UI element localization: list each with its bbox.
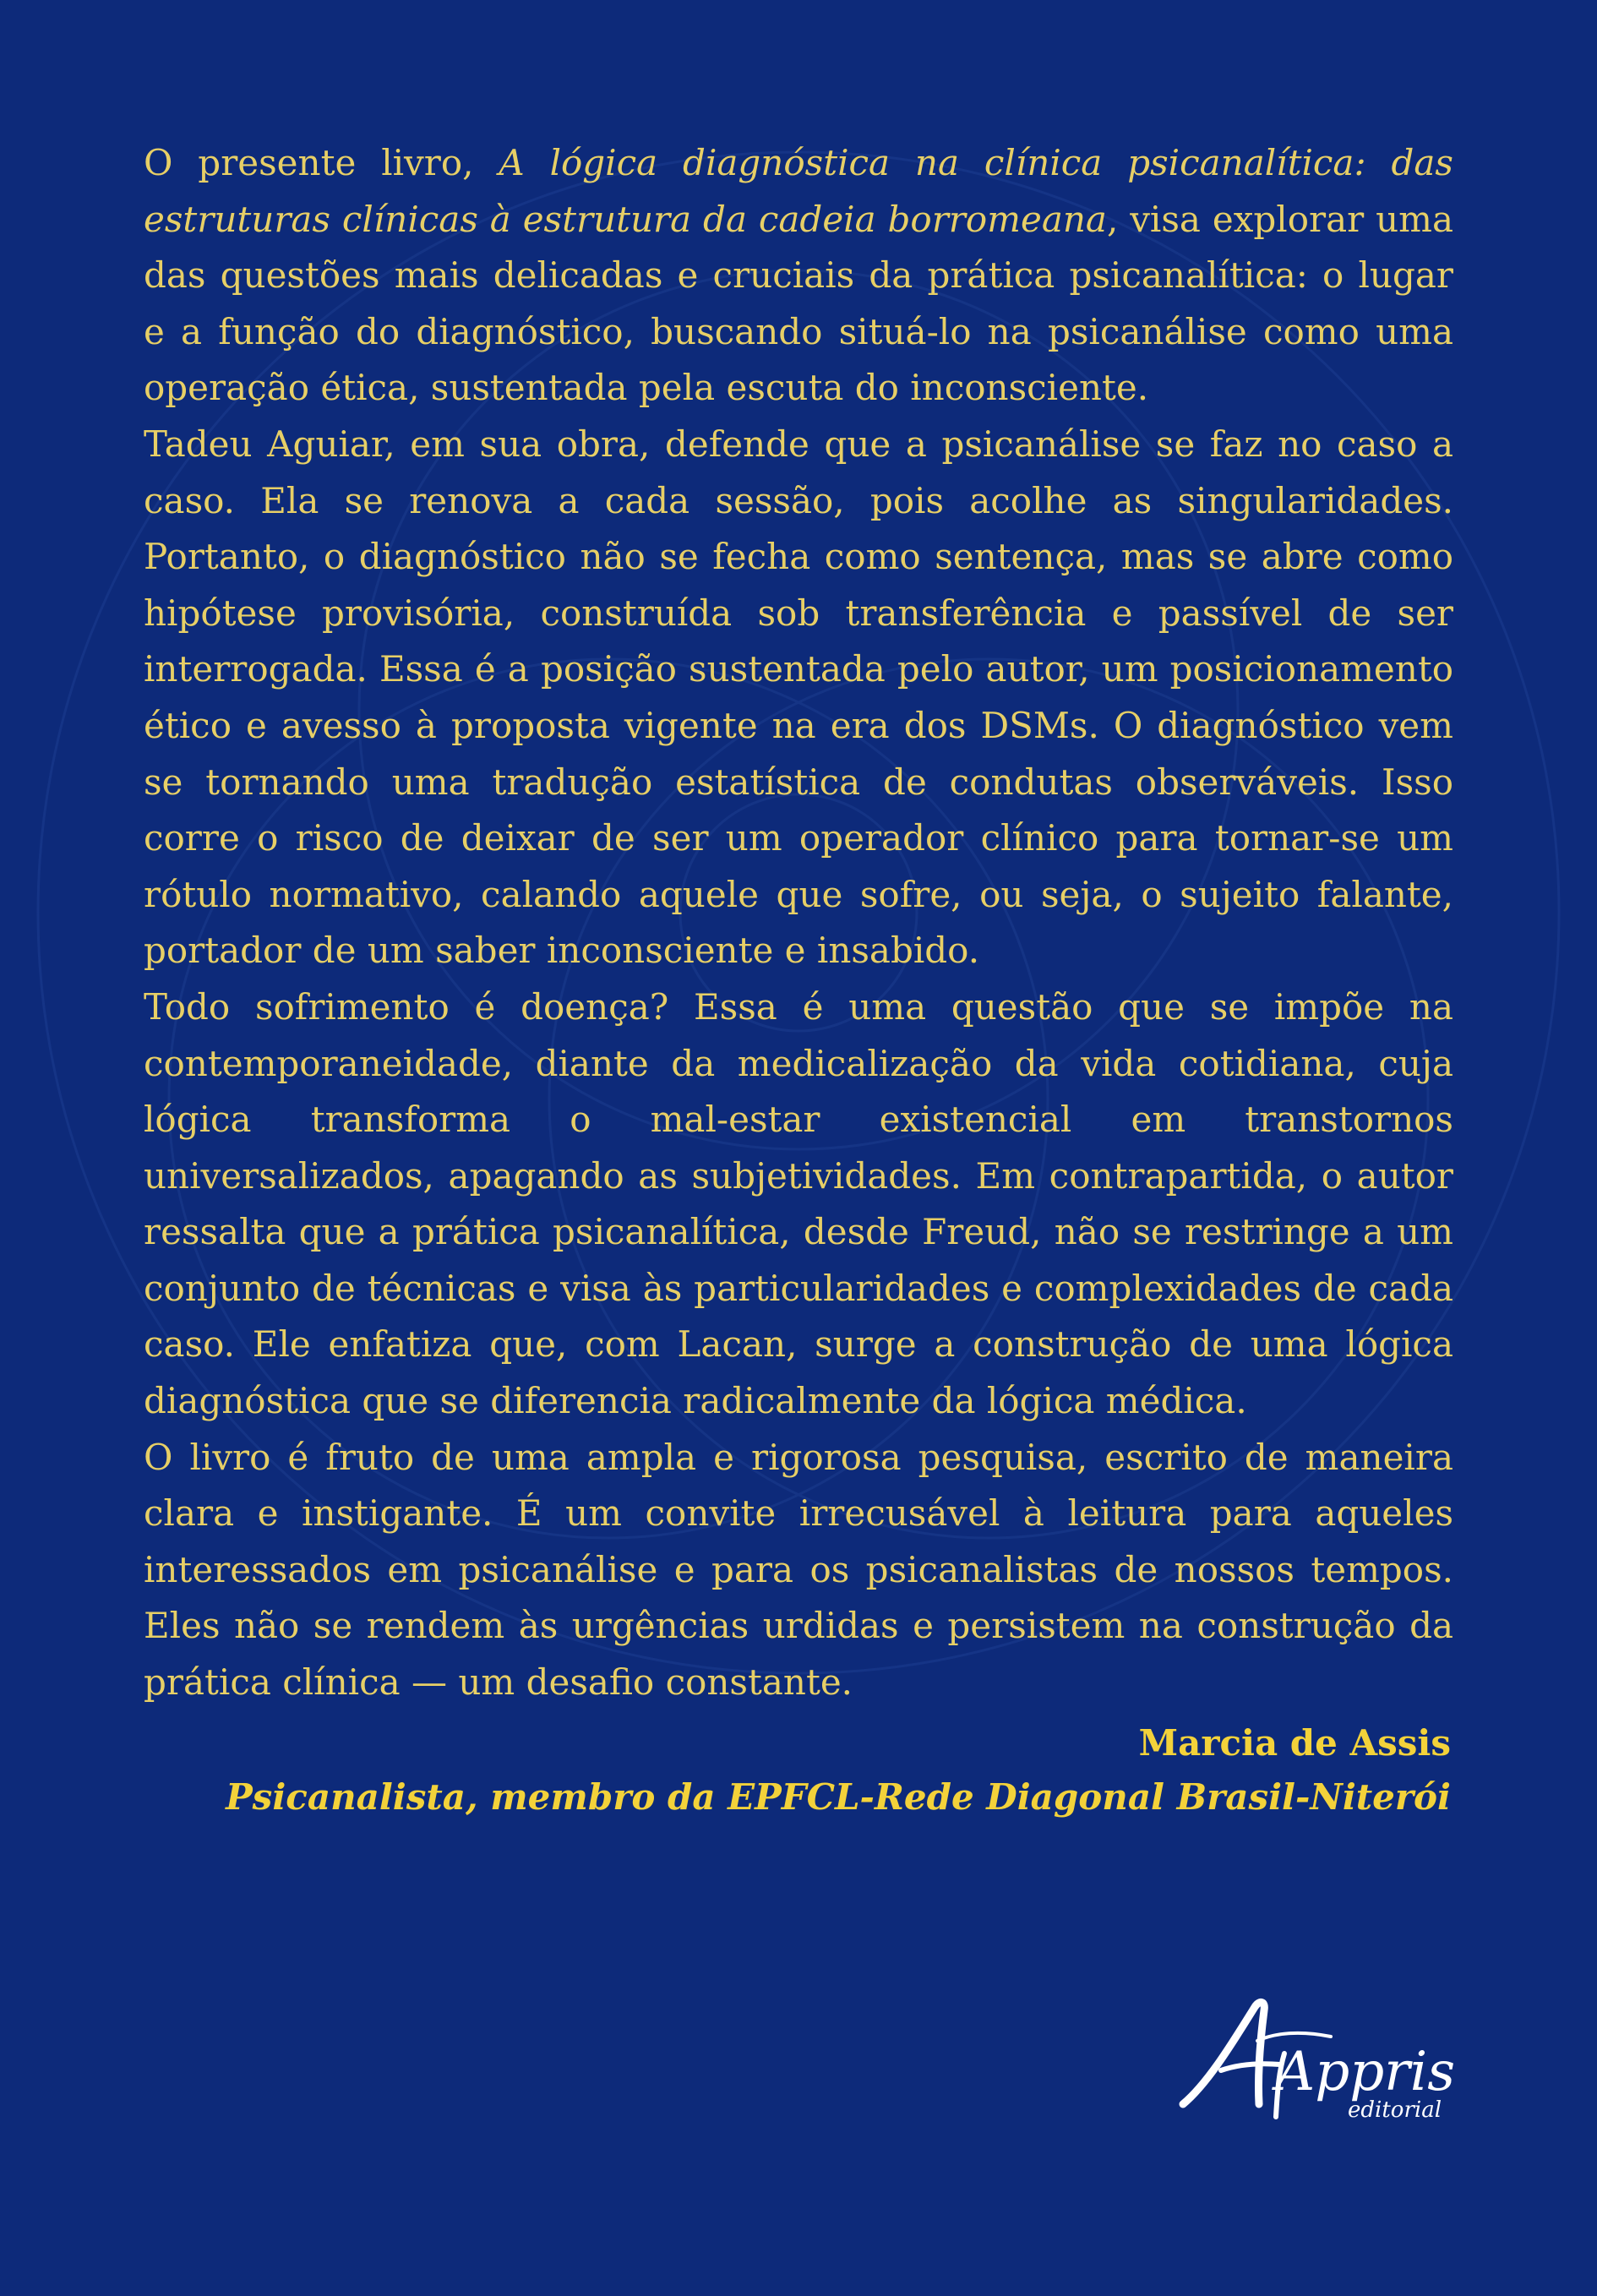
book-title: A lógica diagnóstica na clínica psicanalítica: das estruturas clínicas à estrutura da cadeia borromeana xyxy=(144,142,1453,240)
signature-role: Psicanalista, membro da EPFCL-Rede Diagonal Brasil-Niterói xyxy=(226,1776,1451,1818)
signature-name: Marcia de Assis xyxy=(1138,1722,1451,1764)
logo-brand-text: Appris xyxy=(1276,2041,1456,2103)
intro-rest: , visa explorar uma das questões mais delicadas e cruciais da prática psicanalítica: o lugar e a função do diagnóstico, buscando situá-lo na psicanálise como uma operação ética, sustentada pela escuta do inconsciente. xyxy=(144,198,1453,409)
paragraph-intro xyxy=(144,135,1453,417)
intro-lead: O presente livro, xyxy=(144,142,499,183)
back-cover-text xyxy=(144,135,1453,1711)
paragraph-medicalization: Todo sofrimento é doença? Essa é uma questão que se impõe na contemporaneidade, diante da medicalização da vida cotidiana, cuja lógica transforma o mal-estar existencial em transtornos universalizados, apagando as subjetividades. Em contrapartida, o autor ressalta que a prática psicanalítica, desde Freud, não se restringe a um conjunto de técnicas e visa às particularidades e complexidades de cada caso. Ele enfatiza que, com Lacan, surge a construção de uma lógica diagnóstica que se diferencia radicalmente da lógica médica. xyxy=(144,985,1453,1422)
paragraph-conclusion: O livro é fruto de uma ampla e rigorosa pesquisa, escrito de maneira clara e instigante. É um convite irrecusável à leitura para aqueles interessados em psicanálise e para os psicanalistas de nossos tempos. Eles não se rendem às urgências urdidas e persistem na construção da prática clínica — um desafio constante. xyxy=(144,1436,1453,1704)
appris-editorial-logo xyxy=(1175,1990,1462,2125)
paragraph-author-position: Tadeu Aguiar, em sua obra, defende que a psicanálise se faz no caso a caso. Ela se renova a cada sessão, pois acolhe as singularidades. Portanto, o diagnóstico não se fecha como sentença, mas se abre como hipótese provisória, construída sob transferência e passível de ser interrogada. Essa é a posição sustentada pelo autor, um posicionamento ético e avesso à proposta vigente na era dos DSMs. O diagnóstico vem se tornando uma tradução estatística de condutas observáveis. Isso corre o risco de deixar de ser um operador clínico para tornar-se um rótulo normativo, calando aquele que sofre, ou seja, o sujeito falante, portador de um saber inconsciente e insabido. xyxy=(144,423,1453,972)
logo-sub-text: editorial xyxy=(1348,2097,1442,2123)
signature-block xyxy=(226,1716,1451,1824)
